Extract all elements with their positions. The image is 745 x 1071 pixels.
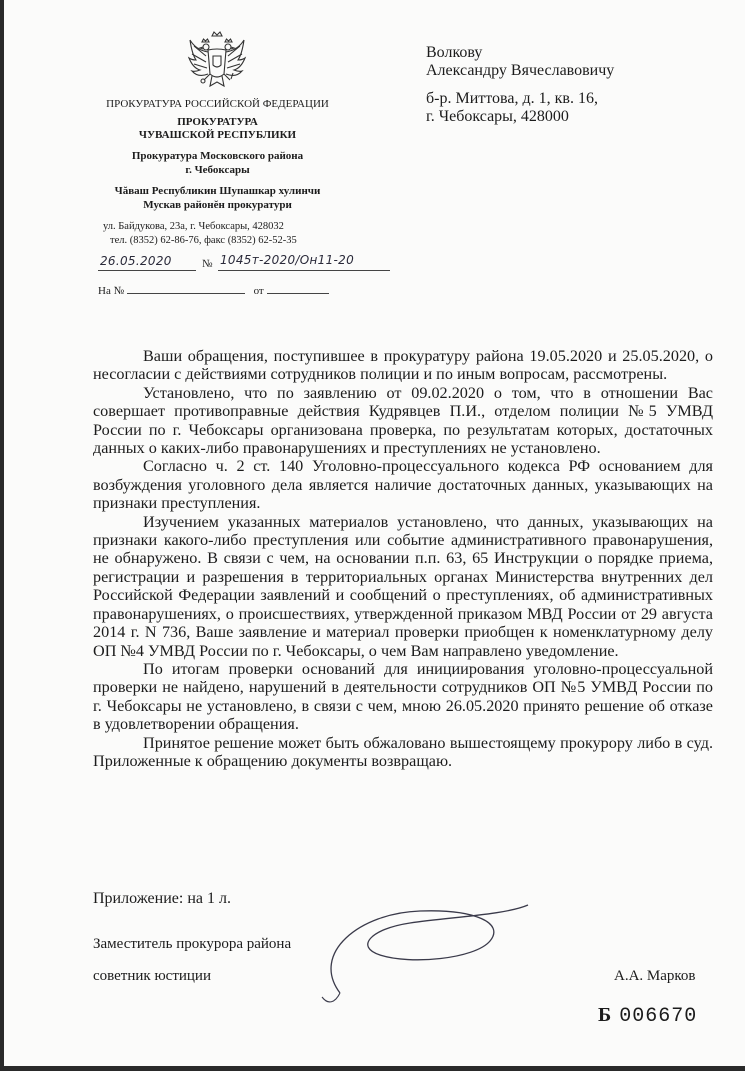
signer-name: А.А. Марков <box>614 968 696 984</box>
letterhead-federal-line: ПРОКУРАТУРА РОССИЙСКОЙ ФЕДЕРАЦИИ <box>106 98 329 110</box>
letterhead-address: ул. Байдукова, 23а, г. Чебоксары, 428032 <box>103 221 284 232</box>
addressee-name-line1: Волкову <box>426 44 483 61</box>
body-paragraph: Установлено, что по заявлению от 09.02.2020 о том, что в отношении Вас совершает противоправные действия Кудрявцев П.И., отделом полиции №5 УМВД России по г. Чебоксары организована проверка, по результатам которых, достаточных данных о каких-либо правонарушениях и преступлениях не установлено. <box>93 383 713 458</box>
registration-line <box>98 253 398 276</box>
letter-body <box>93 347 713 770</box>
reference-ot-label: от <box>253 285 264 297</box>
scan-left-edge <box>0 0 4 1071</box>
form-serial-number: 006670 <box>619 1005 698 1028</box>
registration-date-underline <box>98 270 196 271</box>
body-paragraph: Согласно ч. 2 ст. 140 Уголовно-процессуального кодекса РФ основанием для возбуждения уголовного дела является наличие достаточных данных, указывающих на признаки преступления. <box>93 457 713 513</box>
signer-rank: советник юстиции <box>93 968 211 984</box>
reference-line <box>98 285 329 297</box>
addressee-address-line2: г. Чебоксары, 428000 <box>426 108 569 125</box>
letterhead-district-line2: г. Чебоксары <box>185 164 250 176</box>
form-serial-series: Б <box>598 1004 612 1026</box>
double-headed-eagle-emblem-icon <box>186 30 248 96</box>
letterhead-republic-line1: ПРОКУРАТУРА <box>177 116 258 128</box>
letterhead-chuvash-line2: Мускав районĕн прокуратури <box>143 199 292 211</box>
letterhead-chuvash-line1: Чăваш Республикин Шупашкар хулинчи <box>114 185 321 197</box>
registration-number-underline <box>218 270 390 271</box>
body-paragraph: Ваши обращения, поступившее в прокуратуру района 19.05.2020 и 25.05.2020, о несогласии с действиями сотрудников полиции и по иным вопросам, рассмотрены. <box>93 347 713 384</box>
reference-number-blank <box>127 285 245 294</box>
registration-no-label: № <box>202 258 213 270</box>
letterhead-district-line1: Прокуратура Московского района <box>131 150 304 162</box>
appendix-line: Приложение: на 1 л. <box>93 890 231 907</box>
letterhead-phone: тел. (8352) 62-86-76, факс (8352) 62-52-35 <box>110 235 297 246</box>
body-paragraph: Принятое решение может быть обжаловано вышестоящему прокурору либо в суд. Приложенные к обращению документы возвращаю. <box>93 733 713 770</box>
signer-position: Заместитель прокурора района <box>93 936 292 952</box>
addressee-name-line2: Александру Вячеславовичу <box>426 62 615 79</box>
reference-na-label: На № <box>98 285 125 297</box>
registration-number: 1045т-2020/Он11-20 <box>220 253 355 267</box>
letterhead-republic-line2: ЧУВАШСКОЙ РЕСПУБЛИКИ <box>138 129 297 141</box>
addressee-address-line1: б-р. Миттова, д. 1, кв. 16, <box>426 90 598 107</box>
scan-bottom-edge <box>0 1066 745 1071</box>
form-serial <box>598 1004 697 1028</box>
reference-date-blank <box>267 285 329 294</box>
handwritten-signature <box>300 893 530 1013</box>
registration-date: 26.05.2020 <box>100 254 172 268</box>
body-paragraph: Изучением указанных материалов установлено, что данных, указывающих на признаки какого-либо преступления или событие административного правонарушения, не обнаружено. В связи с чем, на основании п.п. 63, 65 Инструкции о порядке приема, регистрации и разрешения в территориальных органах Министерства внутренних дел Российской Федерации заявлений и сообщений о преступлениях, об административных правонарушениях, о происшествиях, утвержденной приказом МВД России от 29 августа 2014 г. N 736, Ваше заявление и материал проверки приобщен к номенклатурному делу ОП №4 УМВД России по г. Чебоксары, о чем Вам направлено уведомление. <box>93 512 713 660</box>
body-paragraph: По итогам проверки оснований для инициирования уголовно-процессуальной проверки не найдено, нарушений в деятельности сотрудников ОП №5 УМВД России по г. Чебоксары не установлено, в связи с чем, мною 26.05.2020 принято решение об отказе в удовлетворении обращения. <box>93 659 713 734</box>
